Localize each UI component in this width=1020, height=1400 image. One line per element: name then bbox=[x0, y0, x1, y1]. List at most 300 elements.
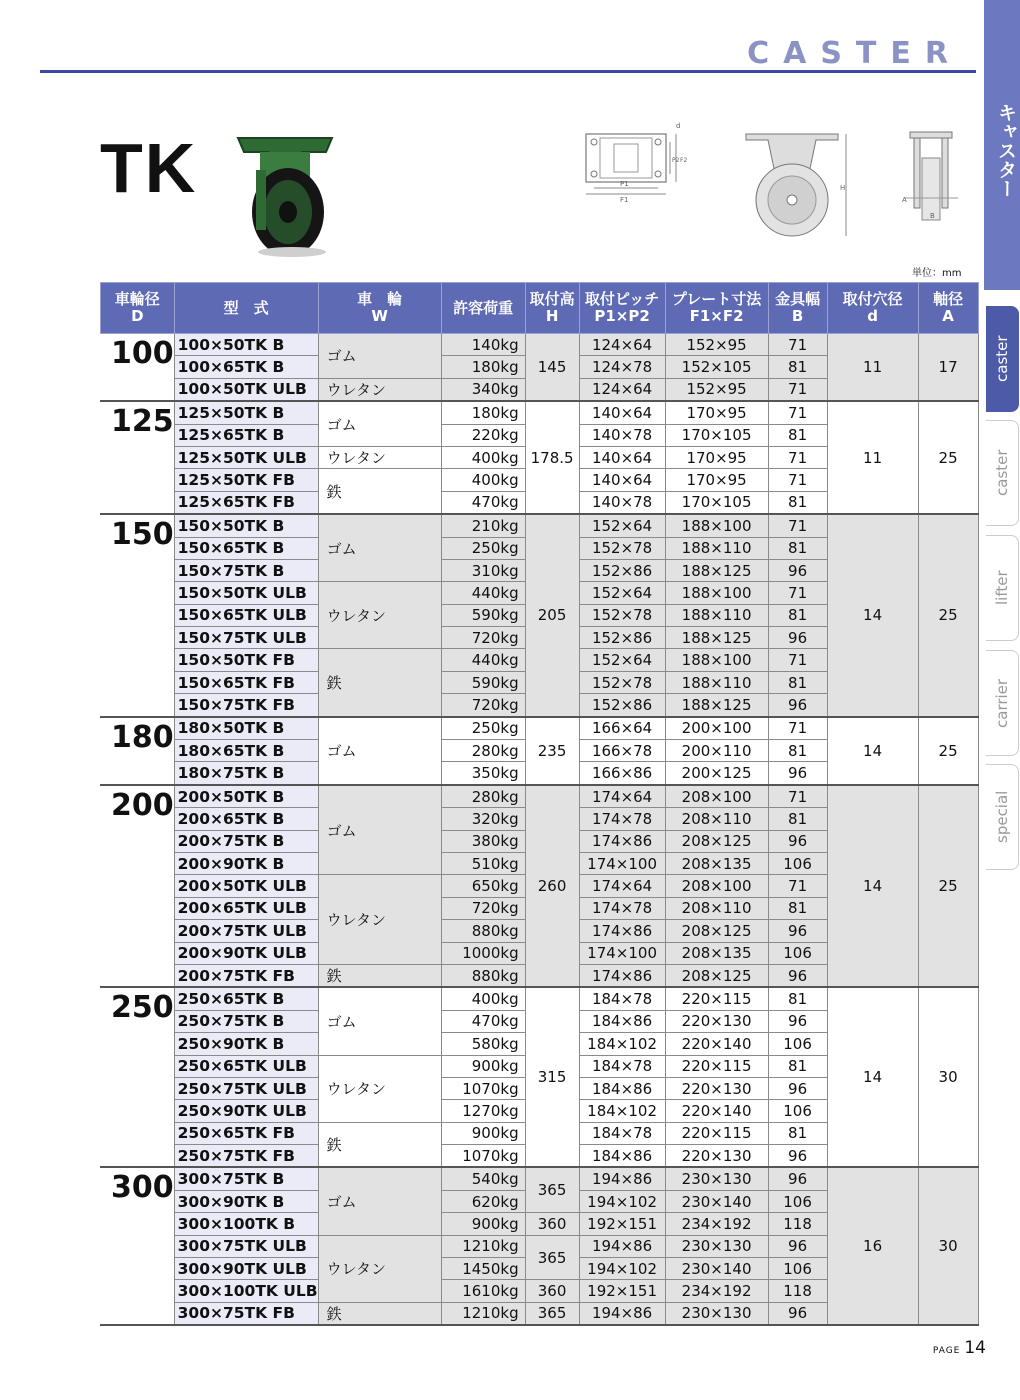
load-capacity-cell: 510kg bbox=[441, 852, 525, 874]
plate-size-cell: 188×125 bbox=[665, 559, 768, 581]
mount-pitch-cell: 140×64 bbox=[579, 401, 665, 424]
wheel-diameter-cell: 150 bbox=[101, 514, 175, 717]
bracket-width-cell: 96 bbox=[768, 1302, 827, 1325]
plate-size-cell: 220×115 bbox=[665, 987, 768, 1010]
mount-height-cell: 178.5 bbox=[525, 401, 579, 514]
model-cell: 125×65TK FB bbox=[174, 491, 318, 514]
wheel-diameter-cell: 200 bbox=[101, 785, 175, 988]
table-row bbox=[101, 717, 979, 740]
bracket-width-cell: 81 bbox=[768, 491, 827, 514]
plate-size-cell: 170×95 bbox=[665, 446, 768, 468]
p2-label: P2 bbox=[672, 157, 680, 164]
plate-size-cell: 220×140 bbox=[665, 1100, 768, 1122]
mount-pitch-cell: 174×64 bbox=[579, 785, 665, 808]
load-capacity-cell: 620kg bbox=[441, 1190, 525, 1212]
bracket-width-cell: 96 bbox=[768, 830, 827, 852]
load-capacity-cell: 1000kg bbox=[441, 942, 525, 964]
axle-diameter-cell: 25 bbox=[918, 785, 978, 988]
model-cell: 250×65TK ULB bbox=[174, 1055, 318, 1077]
d-label: d bbox=[676, 122, 681, 130]
bracket-width-cell: 118 bbox=[768, 1280, 827, 1302]
load-capacity-cell: 1210kg bbox=[441, 1302, 525, 1325]
load-capacity-cell: 720kg bbox=[441, 627, 525, 649]
plate-size-cell: 188×125 bbox=[665, 627, 768, 649]
table-header-row bbox=[101, 283, 979, 334]
mount-pitch-cell: 194×86 bbox=[579, 1167, 665, 1190]
model-cell: 180×75TK B bbox=[174, 762, 318, 785]
mount-pitch-cell: 140×64 bbox=[579, 469, 665, 491]
model-cell: 250×75TK B bbox=[174, 1010, 318, 1032]
p1-label: P1 bbox=[620, 180, 629, 188]
load-capacity-cell: 470kg bbox=[441, 1010, 525, 1032]
mount-pitch-cell: 192×151 bbox=[579, 1213, 665, 1235]
hole-diameter-cell: 11 bbox=[827, 401, 918, 514]
load-capacity-cell: 540kg bbox=[441, 1167, 525, 1190]
mount-pitch-cell: 192×151 bbox=[579, 1280, 665, 1302]
load-capacity-cell: 350kg bbox=[441, 762, 525, 785]
plate-size-cell: 152×95 bbox=[665, 334, 768, 356]
table-row bbox=[101, 334, 979, 356]
table-row bbox=[101, 1167, 979, 1190]
plate-size-cell: 170×95 bbox=[665, 469, 768, 491]
model-cell: 125×65TK B bbox=[174, 424, 318, 446]
model-cell: 300×100TK ULB bbox=[174, 1280, 318, 1302]
bracket-width-cell: 71 bbox=[768, 649, 827, 671]
bracket-width-cell: 106 bbox=[768, 1258, 827, 1280]
plate-size-cell: 208×135 bbox=[665, 852, 768, 874]
plate-size-cell: 208×110 bbox=[665, 897, 768, 919]
bracket-width-cell: 81 bbox=[768, 671, 827, 693]
load-capacity-cell: 1070kg bbox=[441, 1077, 525, 1099]
plate-size-cell: 188×110 bbox=[665, 537, 768, 559]
h-label: H bbox=[840, 184, 846, 192]
mount-pitch-cell: 152×78 bbox=[579, 537, 665, 559]
model-cell: 125×50TK FB bbox=[174, 469, 318, 491]
model-cell: 200×65TK ULB bbox=[174, 897, 318, 919]
mount-pitch-cell: 124×78 bbox=[579, 356, 665, 378]
mount-pitch-cell: 184×86 bbox=[579, 1145, 665, 1168]
hole-diameter-cell: 14 bbox=[827, 514, 918, 717]
mount-pitch-cell: 152×86 bbox=[579, 694, 665, 717]
wheel-material-cell: ゴム bbox=[318, 1167, 441, 1235]
hole-diameter-cell: 11 bbox=[827, 334, 918, 402]
model-cell: 180×65TK B bbox=[174, 740, 318, 762]
bracket-width-cell: 106 bbox=[768, 1190, 827, 1212]
f2-label: F2 bbox=[680, 157, 688, 164]
load-capacity-cell: 310kg bbox=[441, 559, 525, 581]
bracket-width-cell: 71 bbox=[768, 401, 827, 424]
load-capacity-cell: 720kg bbox=[441, 694, 525, 717]
mount-pitch-cell: 140×78 bbox=[579, 424, 665, 446]
plate-size-cell: 208×135 bbox=[665, 942, 768, 964]
plate-size-cell: 188×100 bbox=[665, 514, 768, 537]
axle-diameter-cell: 17 bbox=[918, 334, 978, 402]
wheel-diameter-cell: 180 bbox=[101, 717, 175, 785]
mount-pitch-cell: 124×64 bbox=[579, 378, 665, 401]
bracket-width-cell: 96 bbox=[768, 1167, 827, 1190]
side-tab-lifter[interactable]: lifter bbox=[986, 535, 1019, 641]
plate-size-cell: 170×95 bbox=[665, 401, 768, 424]
wheel-material-cell: ゴム bbox=[318, 514, 441, 582]
load-capacity-cell: 180kg bbox=[441, 401, 525, 424]
model-cell: 150×50TK B bbox=[174, 514, 318, 537]
mount-height-cell: 145 bbox=[525, 334, 579, 402]
a-label: A bbox=[902, 196, 907, 204]
plate-size-cell: 208×125 bbox=[665, 964, 768, 987]
side-tab-special[interactable]: special bbox=[986, 764, 1019, 870]
mount-pitch-cell: 194×86 bbox=[579, 1235, 665, 1257]
load-capacity-cell: 280kg bbox=[441, 740, 525, 762]
load-capacity-cell: 1450kg bbox=[441, 1258, 525, 1280]
mount-pitch-cell: 174×100 bbox=[579, 942, 665, 964]
load-capacity-cell: 590kg bbox=[441, 604, 525, 626]
bracket-width-cell: 96 bbox=[768, 964, 827, 987]
bracket-width-cell: 71 bbox=[768, 717, 827, 740]
model-cell: 300×90TK B bbox=[174, 1190, 318, 1212]
plate-size-cell: 152×105 bbox=[665, 356, 768, 378]
bracket-width-cell: 96 bbox=[768, 1235, 827, 1257]
top-view-diagram bbox=[580, 118, 690, 210]
mount-height-cell: 315 bbox=[525, 987, 579, 1167]
model-cell: 150×65TK B bbox=[174, 537, 318, 559]
wheel-material-cell: ゴム bbox=[318, 334, 441, 379]
mount-pitch-cell: 184×86 bbox=[579, 1010, 665, 1032]
wheel-material-cell: ウレタン bbox=[318, 582, 441, 649]
plate-size-cell: 208×125 bbox=[665, 920, 768, 942]
front-view-diagram bbox=[896, 118, 966, 224]
bracket-width-cell: 71 bbox=[768, 446, 827, 468]
mount-pitch-cell: 174×86 bbox=[579, 830, 665, 852]
mount-pitch-cell: 152×86 bbox=[579, 559, 665, 581]
plate-size-cell: 170×105 bbox=[665, 491, 768, 514]
mount-pitch-cell: 166×64 bbox=[579, 717, 665, 740]
plate-size-cell: 230×140 bbox=[665, 1190, 768, 1212]
model-cell: 150×65TK ULB bbox=[174, 604, 318, 626]
mount-pitch-cell: 184×78 bbox=[579, 1055, 665, 1077]
table-row bbox=[101, 514, 979, 537]
bracket-width-cell: 81 bbox=[768, 1055, 827, 1077]
mount-pitch-cell: 194×102 bbox=[579, 1190, 665, 1212]
mount-pitch-cell: 140×64 bbox=[579, 446, 665, 468]
load-capacity-cell: 400kg bbox=[441, 987, 525, 1010]
load-capacity-cell: 580kg bbox=[441, 1033, 525, 1055]
mount-pitch-cell: 152×78 bbox=[579, 671, 665, 693]
load-capacity-cell: 1610kg bbox=[441, 1280, 525, 1302]
col-header-bracket-width: 金具幅 B bbox=[768, 283, 827, 334]
plate-size-cell: 230×130 bbox=[665, 1302, 768, 1325]
load-capacity-cell: 250kg bbox=[441, 537, 525, 559]
col-header-pitch: 取付ピッチ P1×P2 bbox=[579, 283, 665, 334]
caster-product-image bbox=[230, 130, 340, 260]
mount-pitch-cell: 166×86 bbox=[579, 762, 665, 785]
model-cell: 200×90TK ULB bbox=[174, 942, 318, 964]
load-capacity-cell: 400kg bbox=[441, 446, 525, 468]
plate-size-cell: 200×100 bbox=[665, 717, 768, 740]
load-capacity-cell: 440kg bbox=[441, 649, 525, 671]
wheel-material-cell: ゴム bbox=[318, 987, 441, 1055]
bracket-width-cell: 71 bbox=[768, 582, 827, 604]
mount-height-cell: 365 bbox=[525, 1167, 579, 1212]
mount-pitch-cell: 184×86 bbox=[579, 1077, 665, 1099]
wheel-material-cell: 鉄 bbox=[318, 1122, 441, 1167]
mount-pitch-cell: 152×64 bbox=[579, 582, 665, 604]
mount-pitch-cell: 174×78 bbox=[579, 808, 665, 830]
load-capacity-cell: 1070kg bbox=[441, 1145, 525, 1168]
wheel-material-cell: ウレタン bbox=[318, 1055, 441, 1122]
mount-height-cell: 205 bbox=[525, 514, 579, 717]
product-series-title: TK bbox=[100, 129, 198, 207]
bracket-width-cell: 71 bbox=[768, 469, 827, 491]
plate-size-cell: 230×130 bbox=[665, 1235, 768, 1257]
hole-diameter-cell: 16 bbox=[827, 1167, 918, 1325]
table-row bbox=[101, 785, 979, 808]
plate-size-cell: 220×140 bbox=[665, 1033, 768, 1055]
model-cell: 200×65TK B bbox=[174, 808, 318, 830]
model-cell: 200×50TK ULB bbox=[174, 875, 318, 897]
bracket-width-cell: 106 bbox=[768, 852, 827, 874]
model-cell: 150×75TK B bbox=[174, 559, 318, 581]
plate-size-cell: 188×100 bbox=[665, 582, 768, 604]
col-header-diameter: 車輪径 D bbox=[101, 283, 175, 334]
mount-pitch-cell: 194×86 bbox=[579, 1302, 665, 1325]
hole-diameter-cell: 14 bbox=[827, 717, 918, 785]
side-tab-caster[interactable]: caster bbox=[986, 420, 1019, 526]
hole-diameter-cell: 14 bbox=[827, 785, 918, 988]
model-cell: 250×90TK ULB bbox=[174, 1100, 318, 1122]
col-header-hole: 取付穴径 d bbox=[827, 283, 918, 334]
bracket-width-cell: 81 bbox=[768, 424, 827, 446]
wheel-material-cell: ウレタン bbox=[318, 446, 441, 468]
model-cell: 200×50TK B bbox=[174, 785, 318, 808]
plate-size-cell: 220×130 bbox=[665, 1010, 768, 1032]
mount-pitch-cell: 184×78 bbox=[579, 1122, 665, 1144]
wheel-material-cell: ウレタン bbox=[318, 875, 441, 965]
model-cell: 200×75TK FB bbox=[174, 964, 318, 987]
load-capacity-cell: 210kg bbox=[441, 514, 525, 537]
mount-height-cell: 260 bbox=[525, 785, 579, 988]
mount-pitch-cell: 152×78 bbox=[579, 604, 665, 626]
model-cell: 250×65TK FB bbox=[174, 1122, 318, 1144]
plate-size-cell: 208×110 bbox=[665, 808, 768, 830]
model-cell: 100×65TK B bbox=[174, 356, 318, 378]
wheel-material-cell: ゴム bbox=[318, 401, 441, 446]
load-capacity-cell: 880kg bbox=[441, 964, 525, 987]
bracket-width-cell: 81 bbox=[768, 604, 827, 626]
plate-size-cell: 188×110 bbox=[665, 671, 768, 693]
col-header-load: 許容荷重 bbox=[441, 283, 525, 334]
mount-height-cell: 365 bbox=[525, 1235, 579, 1280]
model-cell: 150×75TK FB bbox=[174, 694, 318, 717]
side-tab-caster-active[interactable]: caster bbox=[986, 306, 1019, 412]
bracket-width-cell: 81 bbox=[768, 537, 827, 559]
b-label: B bbox=[930, 212, 935, 220]
model-cell: 150×65TK FB bbox=[174, 671, 318, 693]
load-capacity-cell: 1270kg bbox=[441, 1100, 525, 1122]
bracket-width-cell: 71 bbox=[768, 875, 827, 897]
bracket-width-cell: 96 bbox=[768, 920, 827, 942]
mount-pitch-cell: 194×102 bbox=[579, 1258, 665, 1280]
wheel-diameter-cell: 300 bbox=[101, 1167, 175, 1325]
load-capacity-cell: 140kg bbox=[441, 334, 525, 356]
bracket-width-cell: 96 bbox=[768, 1010, 827, 1032]
bracket-width-cell: 96 bbox=[768, 1145, 827, 1168]
bracket-width-cell: 71 bbox=[768, 378, 827, 401]
mount-pitch-cell: 174×86 bbox=[579, 920, 665, 942]
load-capacity-cell: 880kg bbox=[441, 920, 525, 942]
wheel-material-cell: 鉄 bbox=[318, 649, 441, 717]
model-cell: 100×50TK ULB bbox=[174, 378, 318, 401]
wheel-material-cell: ゴム bbox=[318, 785, 441, 875]
col-header-model: 型 式 bbox=[174, 283, 318, 334]
bracket-width-cell: 106 bbox=[768, 1100, 827, 1122]
col-header-wheel: 車 輪 W bbox=[318, 283, 441, 334]
bracket-width-cell: 71 bbox=[768, 785, 827, 808]
model-cell: 200×90TK B bbox=[174, 852, 318, 874]
col-header-height: 取付高 H bbox=[525, 283, 579, 334]
load-capacity-cell: 650kg bbox=[441, 875, 525, 897]
plate-size-cell: 152×95 bbox=[665, 378, 768, 401]
bracket-width-cell: 81 bbox=[768, 356, 827, 378]
bracket-width-cell: 96 bbox=[768, 627, 827, 649]
col-header-plate: プレート寸法 F1×F2 bbox=[665, 283, 768, 334]
plate-size-cell: 230×130 bbox=[665, 1167, 768, 1190]
plate-size-cell: 188×125 bbox=[665, 694, 768, 717]
plate-size-cell: 200×110 bbox=[665, 740, 768, 762]
table-row bbox=[101, 987, 979, 1010]
caster-spec-table bbox=[100, 282, 979, 1326]
side-index bbox=[984, 0, 1020, 1400]
plate-size-cell: 208×100 bbox=[665, 875, 768, 897]
model-cell: 125×50TK B bbox=[174, 401, 318, 424]
load-capacity-cell: 590kg bbox=[441, 671, 525, 693]
axle-diameter-cell: 25 bbox=[918, 717, 978, 785]
plate-size-cell: 208×125 bbox=[665, 830, 768, 852]
mount-height-cell: 360 bbox=[525, 1280, 579, 1302]
bracket-width-cell: 81 bbox=[768, 897, 827, 919]
mount-pitch-cell: 124×64 bbox=[579, 334, 665, 356]
mount-pitch-cell: 174×100 bbox=[579, 852, 665, 874]
plate-size-cell: 220×115 bbox=[665, 1122, 768, 1144]
mount-pitch-cell: 152×64 bbox=[579, 649, 665, 671]
wheel-material-cell: ゴム bbox=[318, 717, 441, 785]
load-capacity-cell: 900kg bbox=[441, 1055, 525, 1077]
load-capacity-cell: 340kg bbox=[441, 378, 525, 401]
wheel-diameter-cell: 100 bbox=[101, 334, 175, 402]
load-capacity-cell: 900kg bbox=[441, 1213, 525, 1235]
bracket-width-cell: 81 bbox=[768, 808, 827, 830]
wheel-material-cell: 鉄 bbox=[318, 469, 441, 514]
model-cell: 150×50TK FB bbox=[174, 649, 318, 671]
bracket-width-cell: 96 bbox=[768, 762, 827, 785]
model-cell: 200×75TK ULB bbox=[174, 920, 318, 942]
model-cell: 200×75TK B bbox=[174, 830, 318, 852]
mount-pitch-cell: 184×102 bbox=[579, 1100, 665, 1122]
unit-note: 単位：mm bbox=[912, 268, 962, 279]
section-heading: CASTER bbox=[747, 36, 962, 71]
load-capacity-cell: 900kg bbox=[441, 1122, 525, 1144]
wheel-material-cell: 鉄 bbox=[318, 1302, 441, 1325]
mount-height-cell: 360 bbox=[525, 1213, 579, 1235]
load-capacity-cell: 720kg bbox=[441, 897, 525, 919]
load-capacity-cell: 220kg bbox=[441, 424, 525, 446]
model-cell: 180×50TK B bbox=[174, 717, 318, 740]
wheel-material-cell: ウレタン bbox=[318, 1235, 441, 1302]
mount-pitch-cell: 174×78 bbox=[579, 897, 665, 919]
side-tab-carrier[interactable]: carrier bbox=[986, 650, 1019, 756]
load-capacity-cell: 380kg bbox=[441, 830, 525, 852]
wheel-material-cell: ウレタン bbox=[318, 378, 441, 401]
load-capacity-cell: 320kg bbox=[441, 808, 525, 830]
load-capacity-cell: 470kg bbox=[441, 491, 525, 514]
model-cell: 300×75TK FB bbox=[174, 1302, 318, 1325]
mount-pitch-cell: 152×86 bbox=[579, 627, 665, 649]
model-cell: 150×75TK ULB bbox=[174, 627, 318, 649]
model-cell: 300×90TK ULB bbox=[174, 1258, 318, 1280]
model-cell: 300×100TK B bbox=[174, 1213, 318, 1235]
plate-size-cell: 170×105 bbox=[665, 424, 768, 446]
bracket-width-cell: 96 bbox=[768, 559, 827, 581]
axle-diameter-cell: 25 bbox=[918, 514, 978, 717]
plate-size-cell: 220×130 bbox=[665, 1145, 768, 1168]
mount-height-cell: 235 bbox=[525, 717, 579, 785]
plate-size-cell: 188×100 bbox=[665, 649, 768, 671]
bracket-width-cell: 106 bbox=[768, 1033, 827, 1055]
mount-pitch-cell: 184×78 bbox=[579, 987, 665, 1010]
axle-diameter-cell: 30 bbox=[918, 987, 978, 1167]
model-cell: 100×50TK B bbox=[174, 334, 318, 356]
model-cell: 125×50TK ULB bbox=[174, 446, 318, 468]
model-cell: 250×75TK ULB bbox=[174, 1077, 318, 1099]
bracket-width-cell: 96 bbox=[768, 694, 827, 717]
axle-diameter-cell: 25 bbox=[918, 401, 978, 514]
side-view-diagram bbox=[742, 118, 854, 244]
axle-diameter-cell: 30 bbox=[918, 1167, 978, 1325]
bracket-width-cell: 71 bbox=[768, 514, 827, 537]
bracket-width-cell: 118 bbox=[768, 1213, 827, 1235]
bracket-width-cell: 106 bbox=[768, 942, 827, 964]
plate-size-cell: 234×192 bbox=[665, 1213, 768, 1235]
side-title: キャスター bbox=[984, 0, 1020, 290]
mount-pitch-cell: 174×86 bbox=[579, 964, 665, 987]
mount-pitch-cell: 174×64 bbox=[579, 875, 665, 897]
plate-size-cell: 220×130 bbox=[665, 1077, 768, 1099]
load-capacity-cell: 400kg bbox=[441, 469, 525, 491]
mount-pitch-cell: 140×78 bbox=[579, 491, 665, 514]
plate-size-cell: 208×100 bbox=[665, 785, 768, 808]
bracket-width-cell: 81 bbox=[768, 1122, 827, 1144]
model-cell: 250×90TK B bbox=[174, 1033, 318, 1055]
table-row bbox=[101, 401, 979, 424]
col-header-axle: 軸径 A bbox=[918, 283, 978, 334]
load-capacity-cell: 250kg bbox=[441, 717, 525, 740]
plate-size-cell: 188×110 bbox=[665, 604, 768, 626]
mount-pitch-cell: 184×102 bbox=[579, 1033, 665, 1055]
wheel-diameter-cell: 250 bbox=[101, 987, 175, 1167]
bracket-width-cell: 96 bbox=[768, 1077, 827, 1099]
mount-pitch-cell: 152×64 bbox=[579, 514, 665, 537]
model-cell: 300×75TK B bbox=[174, 1167, 318, 1190]
wheel-material-cell: 鉄 bbox=[318, 964, 441, 987]
plate-size-cell: 230×140 bbox=[665, 1258, 768, 1280]
load-capacity-cell: 180kg bbox=[441, 356, 525, 378]
bracket-width-cell: 71 bbox=[768, 334, 827, 356]
hole-diameter-cell: 14 bbox=[827, 987, 918, 1167]
load-capacity-cell: 440kg bbox=[441, 582, 525, 604]
wheel-diameter-cell: 125 bbox=[101, 401, 175, 514]
load-capacity-cell: 1210kg bbox=[441, 1235, 525, 1257]
model-cell: 150×50TK ULB bbox=[174, 582, 318, 604]
plate-size-cell: 220×115 bbox=[665, 1055, 768, 1077]
